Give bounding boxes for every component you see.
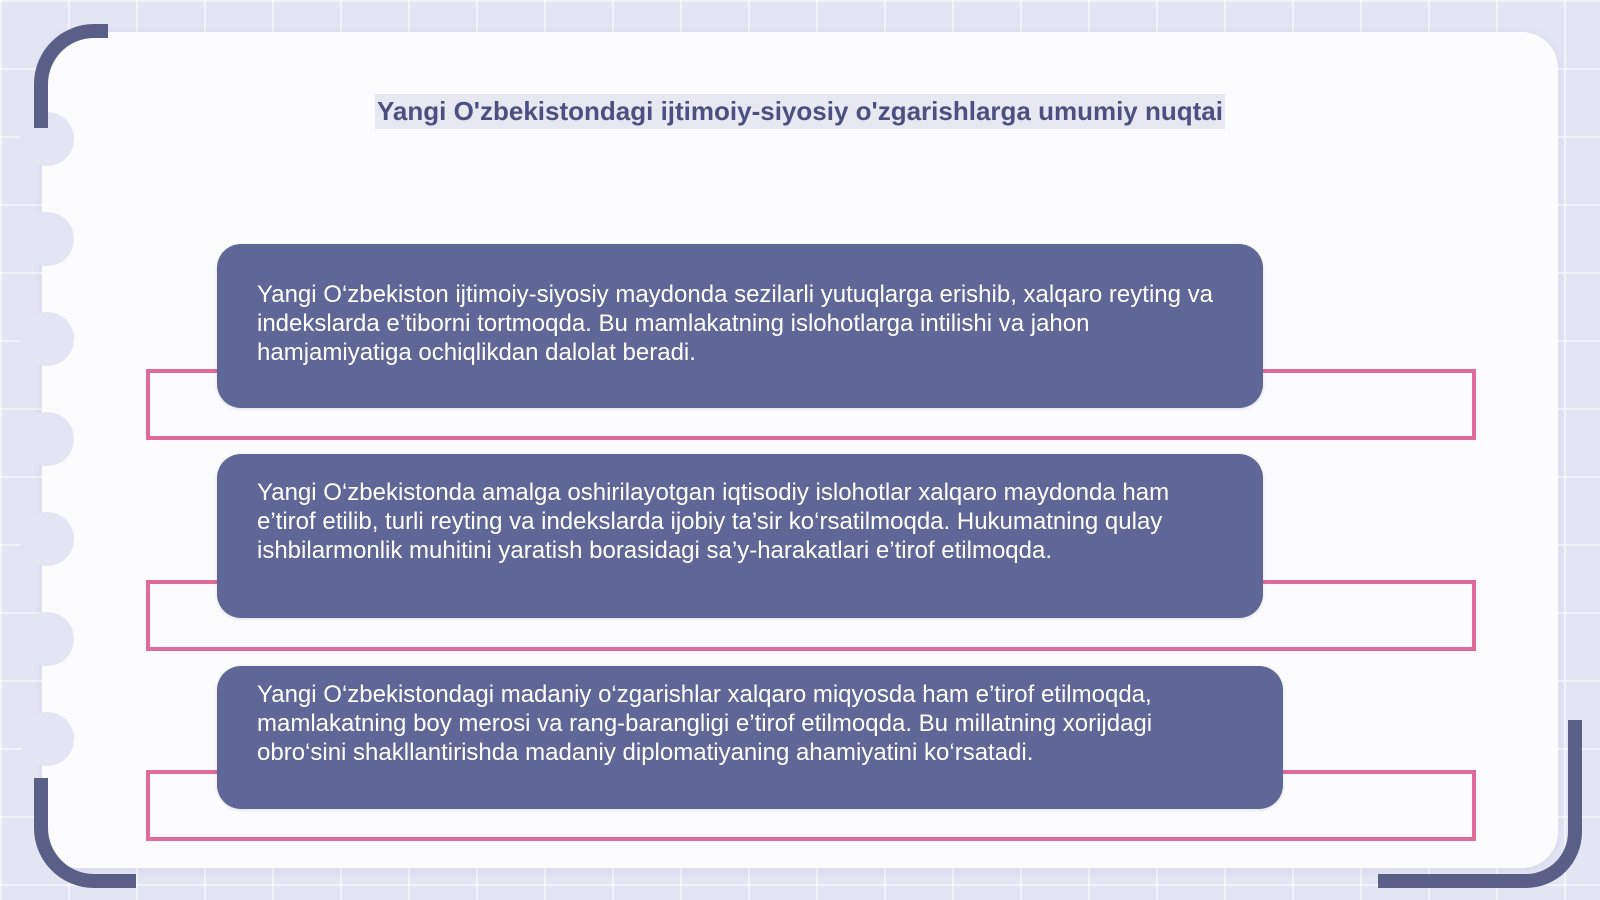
slide-title: Yangi O'zbekistondagi ijtimoiy-siyosiy o'zgarishlarga umumiy nuqtai xyxy=(375,94,1225,129)
paper-notch xyxy=(20,312,74,366)
paper-notch xyxy=(20,512,74,566)
paper-notch xyxy=(20,412,74,466)
paper-notch xyxy=(20,712,74,766)
info-card-3 xyxy=(217,666,1283,809)
info-card-text: Yangi O‘zbekistondagi madaniy o‘zgarishlar xalqaro miqyosda ham e’tirof etilmoqda, mamlakatning boy merosi va rang-barangligi e’tirof etilmoqda. Bu millatning xorijdagi obro‘sini shakllantirishda madaniy diplomatiyaning ahamiyatini ko‘rsatadi. xyxy=(257,681,1153,766)
title-container xyxy=(0,94,1600,129)
paper-notch xyxy=(20,612,74,666)
info-card-text: Yangi O‘zbekiston ijtimoiy-siyosiy maydonda sezilarli yutuqlarga erishib, xalqaro reyting va indekslarda e’tiborni tortmoqda. Bu mamlakatning islohotlarga intilishi va jahon hamjamiyatiga ochiqlikdan dalolat beradi. xyxy=(257,281,1213,366)
corner-bracket-bottom-left xyxy=(34,778,136,888)
info-card-2 xyxy=(217,454,1263,618)
paper-notch xyxy=(20,212,74,266)
info-card-text: Yangi O‘zbekistonda amalga oshirilayotgan iqtisodiy islohotlar xalqaro maydonda ham e’tirof etilib, turli reyting va indekslarda ijobiy ta’sir ko‘rsatilmoqda. Hukumatning qulay ishbilarmonlik muhitini yaratish borasidagi sa’y-harakatlari e’tirof etilmoqda. xyxy=(257,479,1170,564)
info-card-1 xyxy=(217,244,1263,408)
